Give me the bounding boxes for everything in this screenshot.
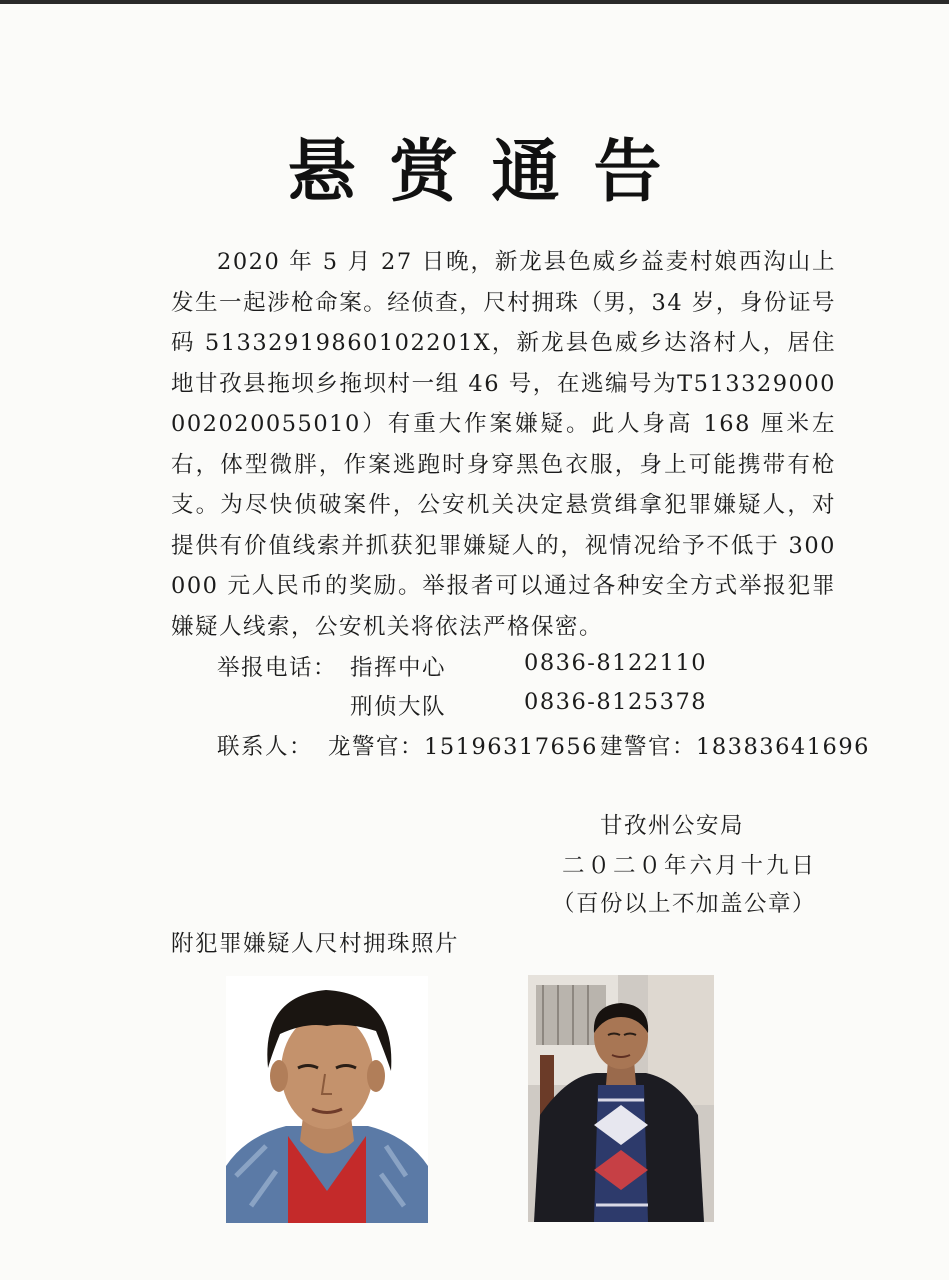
notice-title: 悬赏通告 <box>287 133 696 212</box>
scan-top-edge <box>0 0 949 4</box>
officer-long-contact: 龙警官：15196317656 <box>328 734 598 760</box>
officer-jian-contact: 建警官：18383641696 <box>600 734 870 760</box>
criminal-team-name: 刑侦大队 <box>350 694 447 720</box>
suspect-photo-full <box>528 975 714 1222</box>
criminal-team-phone: 0836-8125378 <box>524 689 708 715</box>
issuing-agency: 甘孜州公安局 <box>600 813 745 839</box>
issue-date: 二０二０年六月十九日 <box>562 853 818 879</box>
command-center-phone: 0836-8122110 <box>524 650 708 676</box>
contact-label: 联系人： <box>217 734 314 760</box>
suspect-photo-headshot <box>226 976 428 1223</box>
photo-caption: 附犯罪嫌疑人尺村拥珠照片 <box>171 931 460 957</box>
command-center-name: 指挥中心 <box>350 655 447 681</box>
seal-note: （百份以上不加盖公章） <box>552 891 817 917</box>
notice-body: 2020 年 5 月 27 日晚，新龙县色威乡益麦村娘西沟山上发生一起涉枪命案。经侦查，尺村拥珠（男，34 岁，身份证号码 51332919860102201X，新龙县色威乡达洛村人，居住地甘孜县拖坝乡拖坝村一组 46 号，在逃编号为T513329000002020055010）有重大作案嫌疑。此人身高 168 厘米左右，体型微胖，作案逃跑时身穿黑色衣服，身上可能携带有枪支。为尽快侦破案件，公安机关决定悬赏缉拿犯罪嫌疑人，对提供有价值线索并抓获犯罪嫌疑人的，视情况给予不低于 300000 元人民币的奖励。举报者可以通过各种安全方式举报犯罪嫌疑人线索，公安机关将依法严格保密。 <box>171 249 836 640</box>
hotline-label: 举报电话： <box>217 655 338 681</box>
